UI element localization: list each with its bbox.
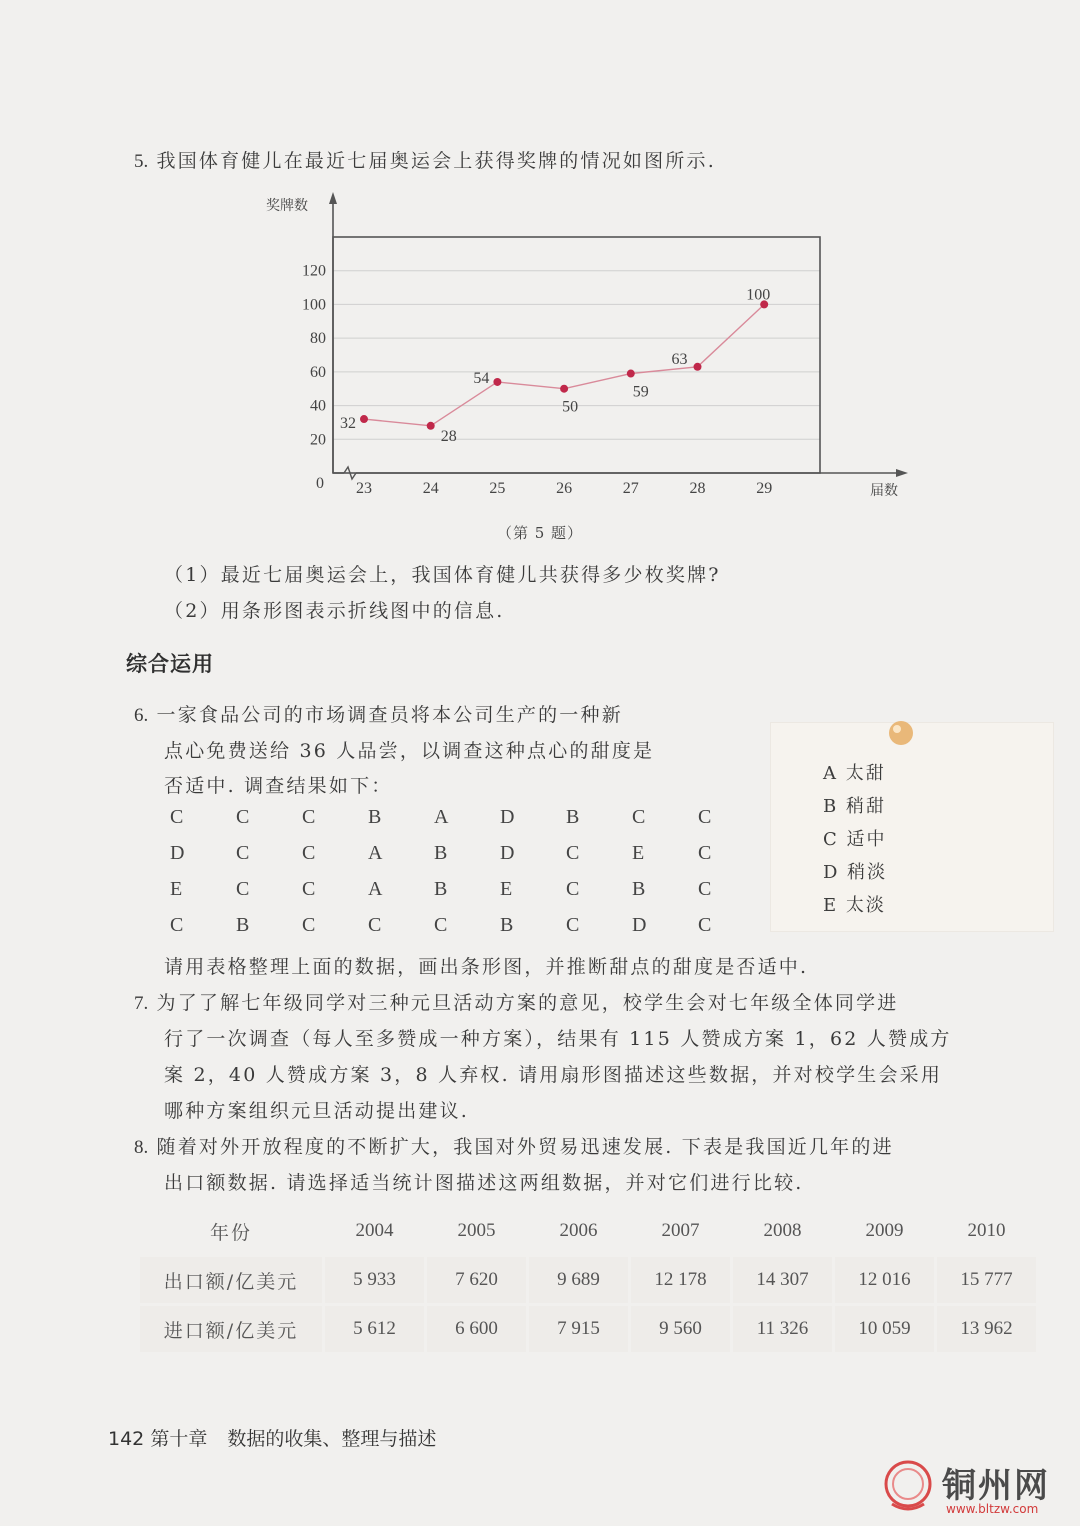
data-label: 59 [632,383,649,401]
y-tick-label: 120 [302,262,326,280]
x-axis-label: 届数 [870,483,898,499]
sweetness-option: B 稍甜 [823,796,886,817]
q6-line2: 点心免费送给 36 人品尝，以调查这种点心的甜度是 [164,740,655,762]
survey-cell: D [500,806,515,828]
survey-cell: B [434,878,448,900]
survey-cell: C [434,914,448,936]
x-tick-label: 29 [756,480,773,497]
survey-cell: B [500,914,514,936]
data-label: 63 [671,350,688,368]
q7-line1: 7. 为了了解七年级同学对三种元旦活动方案的意见，校学生会对七年级全体同学进 [134,992,899,1014]
survey-cell: C [368,914,382,936]
year-header: 2006 [529,1208,628,1254]
q8-line2: 出口额数据. 请选择适当统计图描述这两组数据，并对它们进行比较. [164,1172,804,1194]
year-header: 2009 [835,1208,934,1254]
table-cell: 7 915 [529,1306,628,1352]
survey-cell: C [698,878,712,900]
chapter-title: 数据的收集、整理与描述 [227,1428,437,1450]
survey-cell: D [632,914,647,936]
survey-cell: B [632,878,646,900]
table-header-row [140,1208,1036,1254]
medal-line-chart [260,188,920,518]
survey-cell: C [302,914,316,936]
sweetness-option: E 太淡 [823,895,886,916]
y-axis-arrow [329,192,337,204]
survey-cell: C [302,842,316,864]
page-number: 142 [108,1428,145,1450]
sweetness-option: A 太甜 [823,763,886,784]
table-cell: 5 612 [325,1306,424,1352]
survey-cell: C [566,842,580,864]
table-header-label: 年份 [140,1208,322,1254]
data-point [560,385,568,393]
survey-cell: C [236,806,250,828]
data-label: 50 [562,398,579,416]
year-header: 2005 [427,1208,526,1254]
page-footer [108,1424,436,1451]
q5-sub1: （1）最近七届奥运会上，我国体育健儿共获得多少枚奖牌? [164,564,721,586]
survey-cell: C [236,842,250,864]
table-cell: 7 620 [427,1257,526,1303]
survey-cell: D [170,842,185,864]
sweetness-options [823,757,887,922]
survey-cell: D [500,842,515,864]
x-tick-label: 28 [689,480,706,497]
data-point [493,378,501,386]
q7-line4: 哪种方案组织元旦活动提出建议. [164,1100,470,1122]
y-tick-label: 60 [310,363,326,381]
table-cell: 12 178 [631,1257,730,1303]
table-cell: 11 326 [733,1306,832,1352]
survey-cell: C [566,914,580,936]
trade-table [137,1205,1039,1355]
table-cell: 12 016 [835,1257,934,1303]
site-logo-icon [880,1458,936,1514]
y-tick-label: 100 [302,296,326,314]
section-title: 综合运用 [126,652,214,676]
year-header: 2010 [937,1208,1036,1254]
data-label: 54 [473,369,490,387]
data-point [427,422,435,430]
row-label: 出口额/亿美元 [140,1257,322,1303]
year-header: 2007 [631,1208,730,1254]
site-url: www.bltzw.com [946,1502,1039,1516]
year-header: 2008 [733,1208,832,1254]
survey-cell: C [170,914,184,936]
survey-cell: B [236,914,250,936]
y-tick-label: 20 [310,431,326,449]
x-axis-arrow [896,469,908,477]
q5-number: 5. [134,151,149,172]
survey-cell: A [434,806,449,828]
site-name: 铜州网 [942,1466,1050,1506]
survey-result-grid [170,806,764,936]
survey-cell: A [368,842,383,864]
data-point [694,363,702,371]
sweetness-legend-box [770,722,1054,932]
table-cell: 15 777 [937,1257,1036,1303]
q8-line1: 8. 随着对外开放程度的不断扩大，我国对外贸易迅速发展. 下表是我国近几年的进 [134,1136,894,1158]
q5-sub2: （2）用条形图表示折线图中的信息. [164,600,505,622]
survey-cell: B [368,806,382,828]
site-watermark [880,1456,1070,1520]
survey-cell: C [698,914,712,936]
table-cell: 14 307 [733,1257,832,1303]
x-tick-label: 24 [422,480,439,497]
table-cell: 5 933 [325,1257,424,1303]
y-tick-label: 80 [310,330,326,348]
sweetness-option: D 稍淡 [823,862,888,883]
survey-cell: B [434,842,448,864]
table-cell: 9 689 [529,1257,628,1303]
sweetness-option: C 适中 [823,829,887,850]
survey-cell: C [302,806,316,828]
table-cell: 6 600 [427,1306,526,1352]
pushpin-icon [883,715,919,751]
data-label: 32 [340,415,356,433]
table-cell: 10 059 [835,1306,934,1352]
table-cell: 13 962 [937,1306,1036,1352]
survey-cell: A [368,878,383,900]
y-axis-label: 奖牌数 [266,198,308,214]
data-point [360,415,368,423]
table-cell: 9 560 [631,1306,730,1352]
chart-caption: （第 5 题） [496,524,584,542]
q6-line1: 6. 一家食品公司的市场调查员将本公司生产的一种新 [134,704,623,726]
q5-stem: 我国体育健儿在最近七届奥运会上获得奖牌的情况如图所示. [156,150,716,172]
data-label: 100 [746,286,771,304]
survey-cell: B [566,806,580,828]
survey-cell: C [698,806,712,828]
survey-cell: E [170,878,183,900]
survey-cell: E [500,878,513,900]
q5-text [134,146,716,173]
x-tick-label: 26 [556,480,573,497]
q7-number: 7. [134,993,149,1014]
q6-last-line: 请用表格整理上面的数据，画出条形图，并推断甜点的甜度是否适中. [164,956,809,978]
q6-number: 6. [134,705,149,726]
survey-cell: C [302,878,316,900]
q6-line3: 否适中. 调查结果如下： [164,775,393,797]
year-header: 2004 [325,1208,424,1254]
survey-cell: C [236,878,250,900]
data-point [627,370,635,378]
q7-line2: 行了一次调查（每人至多赞成一种方案），结果有 115 人赞成方案 1，62 人赞成方 [164,1028,952,1050]
row-label: 进口额/亿美元 [140,1306,322,1352]
x-tick-label: 27 [622,480,639,497]
y-tick-label: 40 [310,397,326,415]
origin-label: 0 [316,475,324,492]
survey-cell: C [632,806,646,828]
x-tick-label: 23 [356,480,372,497]
q8-number: 8. [134,1137,149,1158]
survey-cell: C [170,806,184,828]
chapter-label: 第十章 [150,1428,208,1450]
survey-cell: C [566,878,580,900]
table-row [140,1306,1036,1352]
survey-cell: C [698,842,712,864]
q7-line3: 案 2，40 人赞成方案 3，8 人弃权. 请用扇形图描述这些数据，并对校学生会采用 [164,1064,943,1086]
data-label: 28 [440,427,457,445]
survey-cell: E [632,842,645,864]
x-tick-label: 25 [489,480,506,497]
table-row [140,1257,1036,1303]
chart-plot-frame [333,237,820,473]
